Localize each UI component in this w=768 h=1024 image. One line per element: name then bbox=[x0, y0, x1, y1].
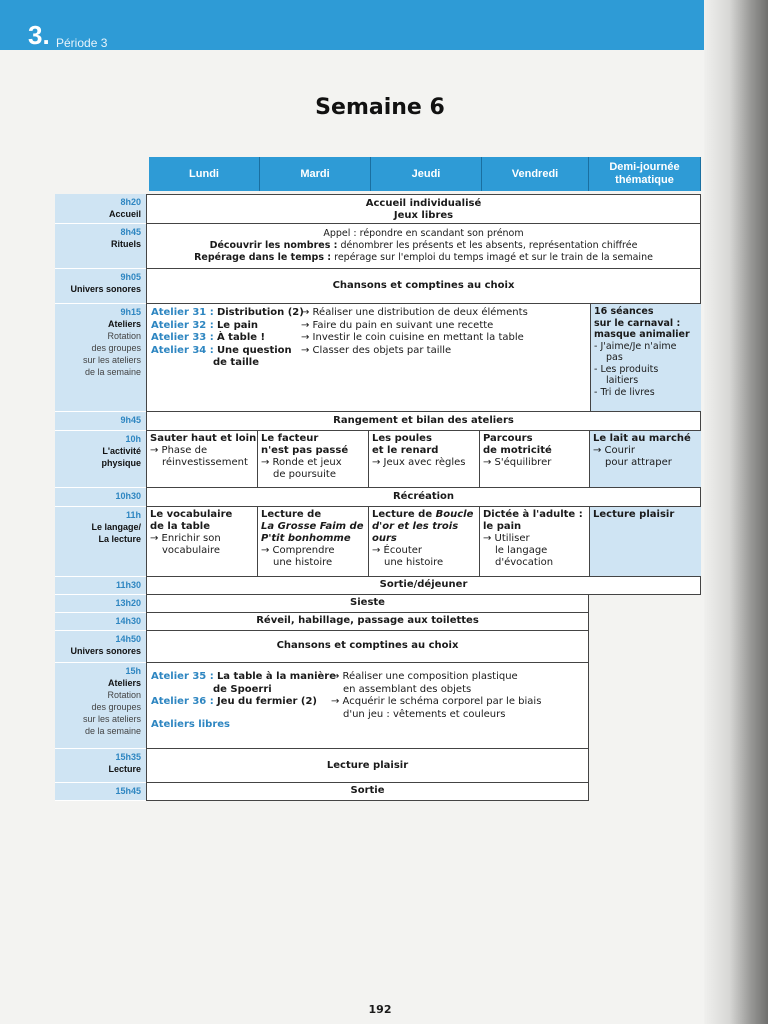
row-dejeuner: Sortie/déjeuner bbox=[146, 577, 701, 595]
time-cell-recreation: 10h30 bbox=[55, 488, 146, 507]
langage-jeudi: Lecture de Boucle d'or et les trois ours → Écouter une histoire bbox=[369, 507, 480, 576]
col-header-vendredi: Vendredi bbox=[482, 157, 589, 191]
time-cell-univers: 9h05 Univers sonores bbox=[55, 269, 146, 304]
time-cell-sortie: 15h45 bbox=[55, 783, 146, 801]
book-spine-shadow bbox=[704, 0, 768, 1024]
col-header-theme: Demi-journée thématique bbox=[589, 157, 701, 191]
row-ateliers-matin: Atelier 31 : Distribution (2) Atelier 32 : Le pain Atelier 33 : À table ! Atelier 34 : Une question de taille → Réaliser une distribution de deux éléments → Faire du pain en suivant une recette → Investir le coin cuisine en mettant la table → Classer des objets par taille 16 séances sur le carnaval : masque animalier - J'aime/Je n'aime pas - Les produits laitiers - Tri de livres bbox=[146, 304, 701, 412]
row-ateliers-aprem: Atelier 35 : La table à la manière de Spoerri Atelier 36 : Jeu du fermier (2) Ateliers libres → Réaliser une composition plastique en assemblant des objets → Acquérir le schéma corporel par le biais d'un jeu : vêtements et couleurs bbox=[146, 663, 589, 749]
atelier-32: Atelier 32 : Le pain bbox=[151, 319, 259, 331]
col-header-jeudi: Jeudi bbox=[371, 157, 482, 191]
time-cell-dejeuner: 11h30 bbox=[55, 577, 146, 595]
chapter-label: Période 3 bbox=[56, 36, 108, 50]
langage-mardi: Lecture de La Grosse Faim de P'tit bonhomme → Comprendre une histoire bbox=[258, 507, 369, 576]
row-accueil: Accueil individualisé Jeux libres bbox=[146, 194, 701, 224]
row-rangement: Rangement et bilan des ateliers bbox=[146, 412, 701, 431]
physique-lundi: Sauter haut et loin → Phase de réinvestissement bbox=[147, 431, 258, 487]
langage-vendredi: Dictée à l'adulte : le pain → Utiliser le langage d'évocation bbox=[480, 507, 590, 576]
row-sortie: Sortie bbox=[146, 783, 589, 801]
row-chansons: Chansons et comptines au choix bbox=[146, 269, 701, 304]
page-title: Semaine 6 bbox=[315, 95, 445, 120]
time-cell-lecture: 15h35 Lecture bbox=[55, 749, 146, 783]
time-cell-rituels: 8h45 Rituels bbox=[55, 224, 146, 269]
langage-theme: Lecture plaisir bbox=[590, 507, 701, 576]
time-cell-accueil: 8h20 Accueil bbox=[55, 194, 146, 224]
row-chansons-2: Chansons et comptines au choix bbox=[146, 631, 589, 663]
physique-theme: Le lait au marché → Courir pour attraper bbox=[590, 431, 701, 487]
row-reveil: Réveil, habillage, passage aux toilettes bbox=[146, 613, 589, 631]
time-cell-sieste: 13h20 bbox=[55, 595, 146, 613]
time-cell-physique: 10h L'activité physique bbox=[55, 431, 146, 488]
theme-carnaval: 16 séances sur le carnaval : masque animalier - J'aime/Je n'aime pas - Les produits laitiers - Tri de livres bbox=[590, 304, 701, 411]
langage-lundi: Le vocabulaire de la table → Enrichir son vocabulaire bbox=[147, 507, 258, 576]
physique-jeudi: Les poules et le renard → Jeux avec règles bbox=[369, 431, 480, 487]
physique-vendredi: Parcours de motricité → S'équilibrer bbox=[480, 431, 590, 487]
time-cell-ateliers: 9h15 Ateliers Rotation des groupes sur les ateliers de la semaine bbox=[55, 304, 146, 412]
atelier-35: Atelier 35 : La table à la manière bbox=[151, 671, 337, 682]
atelier-33: Atelier 33 : À table ! bbox=[151, 332, 266, 343]
chapter-banner bbox=[0, 0, 768, 50]
atelier-36: Atelier 36 : Jeu du fermier (2) bbox=[151, 696, 318, 707]
row-lecture-plaisir: Lecture plaisir bbox=[146, 749, 589, 783]
time-cell-langage: 11h Le langage/ La lecture bbox=[55, 507, 146, 577]
time-cell-univers-2: 14h50 Univers sonores bbox=[55, 631, 146, 663]
atelier-34: Atelier 34 : Une question bbox=[151, 344, 292, 356]
time-cell-rangement: 9h45 bbox=[55, 412, 146, 431]
col-header-mardi: Mardi bbox=[260, 157, 371, 191]
row-sieste: Sieste bbox=[146, 595, 589, 613]
row-recreation: Récréation bbox=[146, 488, 701, 507]
col-header-lundi: Lundi bbox=[149, 157, 260, 191]
page-number: 192 bbox=[368, 1003, 392, 1016]
row-rituels: Appel : répondre en scandant son prénom Découvrir les nombres : dénombrer les présents et les absents, représentation chiffrée Repérage dans le temps : repérage sur l'emploi du temps imagé et sur le train de la semaine bbox=[146, 224, 701, 269]
time-cell-ateliers-2: 15h Ateliers Rotation des groupes sur les ateliers de la semaine bbox=[55, 663, 146, 749]
time-cell-reveil: 14h30 bbox=[55, 613, 146, 631]
physique-mardi: Le facteur n'est pas passé → Ronde et jeux de poursuite bbox=[258, 431, 369, 487]
row-langage bbox=[146, 507, 701, 577]
atelier-31: Atelier 31 : Distribution (2) bbox=[151, 307, 304, 318]
ateliers-libres: Ateliers libres bbox=[151, 718, 230, 730]
row-physique bbox=[146, 431, 701, 488]
chapter-number: 3. bbox=[28, 20, 50, 50]
